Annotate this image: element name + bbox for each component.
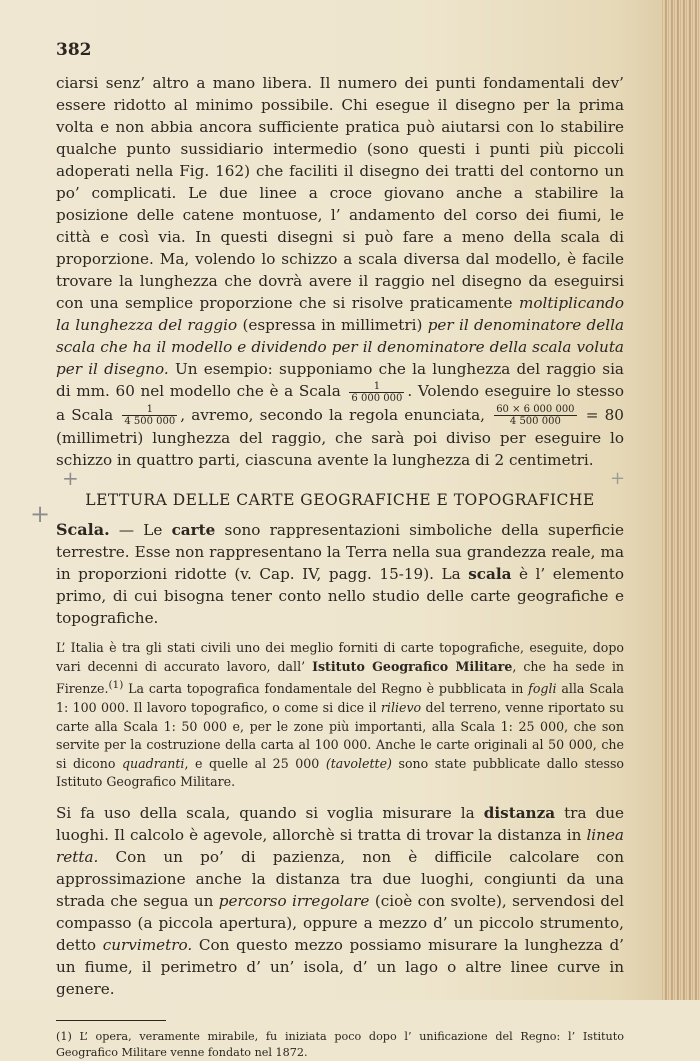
italic-run: per il denominatore della scala che ha il modello e dividendo per il denominatore della scala voluta per il disegno. [56, 316, 625, 378]
text-run: alla Scala 1: 100 000. Il lavoro topografico, o come si dice il [56, 681, 624, 715]
text-run: Con un po’ di pazienza, non è difficile calcolare con approssimazione anche la distanza tra due luoghi, congiunti da una strada che segua un [56, 847, 624, 910]
text-run: , avremo, secondo la regola enunciata, [180, 405, 492, 424]
fraction-denominator: 4 500 000 [509, 416, 561, 427]
fraction-denominator: 6 000 000 [351, 392, 403, 404]
text-run: , e quelle al 25 000 [184, 755, 326, 771]
italic-run: fogli [528, 681, 557, 697]
pencil-mark-plus-right: + [610, 468, 626, 489]
text-run: . Volendo eseguire lo stesso a Scala [56, 382, 625, 424]
paragraph-italy-maps [56, 639, 624, 792]
text-run: Un esempio: supponiamo che la lunghezza del raggio sia di mm. 60 nel modello che è a Scala [56, 360, 624, 400]
fraction-denominator: 4 500 000 [124, 416, 176, 427]
text-run: del terreno, venne riportato su carte alla Scala 1: 50 000 e, per le zone più importanti, alla Scala 1: 25 000, che son servite per la costruzione della carta al 100 000. Anche le carte originali al 50 000, che si dicono [56, 699, 624, 771]
italic-run: moltiplicando la lunghezza del raggio [56, 294, 624, 334]
footnote-rule [56, 1020, 166, 1021]
paragraph-sketch-method [56, 72, 624, 471]
bold-run: Istituto Geografico Militare [312, 658, 513, 674]
text-run: La carta topografica fondamentale del Regno è pubblicata in [123, 681, 529, 697]
bold-run: distanza [483, 803, 556, 822]
text-run: , che ha sede in Firenze. [56, 658, 625, 697]
pencil-mark-plus: + [62, 466, 79, 490]
italic-run: linea retta. [56, 825, 624, 866]
spacer [56, 792, 624, 802]
section-heading: LETTURA DELLE CARTE GEOGRAFICHE E TOPOGRAFICHE [85, 491, 595, 509]
text-run: (cioè con svolte), servendosi del compasso (a piccola apertura), oppure a mezzo d’ un piccolo strumento, detto [56, 891, 624, 954]
footnote-reference: (1) [108, 679, 124, 692]
text-run: Con questo mezzo possiamo misurare la lunghezza d’ un fiume, il perimetro d’ un’ isola, d’ un lago o altre linee curve in genere. [56, 935, 624, 998]
page-edge [662, 0, 700, 1000]
fraction-calculation [494, 404, 576, 427]
text-run: = 80 (millimetri) lunghezza del raggio, che sarà poi diviso per eseguire lo schizzo in quattro parti, ciascuna avente la lunghezza di 2 centimetri. [56, 405, 624, 469]
fraction-numerator: 1 [349, 381, 404, 393]
page-number: 382 [56, 40, 92, 60]
italic-run: curvimetro. [102, 935, 193, 954]
text-run: sono rappresentazioni simboliche della superficie terrestre. Esse non rappresentano la Terra nella sua grandezza reale, ma in proporzioni ridotte (v. Cap. IV, pagg. 15-19). La [56, 521, 624, 583]
italic-run: quadranti [121, 755, 185, 771]
footnote: (1) L’ opera, veramente mirabile, fu iniziata poco dopo l’ unificazione del Regno: l’ Istituto Geografico Militare venne fondato nel 1872. [56, 1029, 624, 1059]
text-run: — Le [109, 521, 172, 539]
text-run: tra due luoghi. Il calcolo è agevole, allorchè si tratta di trovar la distanza in [56, 803, 624, 844]
page-content [56, 40, 624, 1061]
italic-run: percorso irregolare [218, 891, 370, 910]
fraction-scale-target [122, 404, 177, 427]
text-run: ciarsi senz’ altro a mano libera. Il numero dei punti fondamentali dev’ essere ridotto al minimo possibile. Chi esegue il disegno per la prima volta e non abbia ancora sufficiente pratica può aiutarsi con lo stabilire qualche punto sussidiario intermedio (sono questi i punti più piccoli adoperati nella Fig. 162) che faciliti il disegno dei tratti del contorno un po’ complicati. Le due linee a croce giovano anche a stabilire la posizione delle catene montuose, l’ andamento del corso dei fiumi, le città e così via. In questi disegni si può fare a meno della scala di proporzione. Ma, volendo lo schizzo a scala diversa dal modello, è facile trovare la lunghezza che dovrà avere il raggio nel disegno da eseguirsi con una semplice proporzione che si risolve praticamente [56, 74, 624, 312]
pencil-mark-plus-margin: + [30, 500, 51, 528]
fraction-scale-model [349, 381, 404, 404]
bold-run: carte [171, 521, 216, 539]
term-scala: Scala. [56, 520, 110, 539]
text-run: è l’ elemento primo, di cui bisogna tener conto nello studio delle carte geografiche e topografiche. [56, 565, 624, 627]
spacer [56, 629, 624, 639]
text-run: (espressa in millimetri) [237, 316, 428, 334]
text-run: L’ Italia è tra gli stati civili uno dei meglio forniti di carte topografiche, eseguite, dopo vari decenni di accurato lavoro, dall’ [56, 640, 624, 674]
text-run: Si fa uso della scala, quando si voglia misurare la [56, 803, 484, 822]
paragraph-scala [56, 519, 624, 629]
paragraph-distanza [56, 802, 624, 1000]
text-run: sono state pubblicate dallo stesso Istituto Geografico Militare. [56, 755, 625, 790]
fraction-numerator: 1 [122, 404, 177, 416]
bold-run: scala [468, 565, 512, 583]
italic-run: rilievo [380, 699, 422, 715]
fraction-numerator: 60 × 6 000 000 [496, 404, 575, 415]
italic-run: (tavolette) [325, 755, 392, 771]
